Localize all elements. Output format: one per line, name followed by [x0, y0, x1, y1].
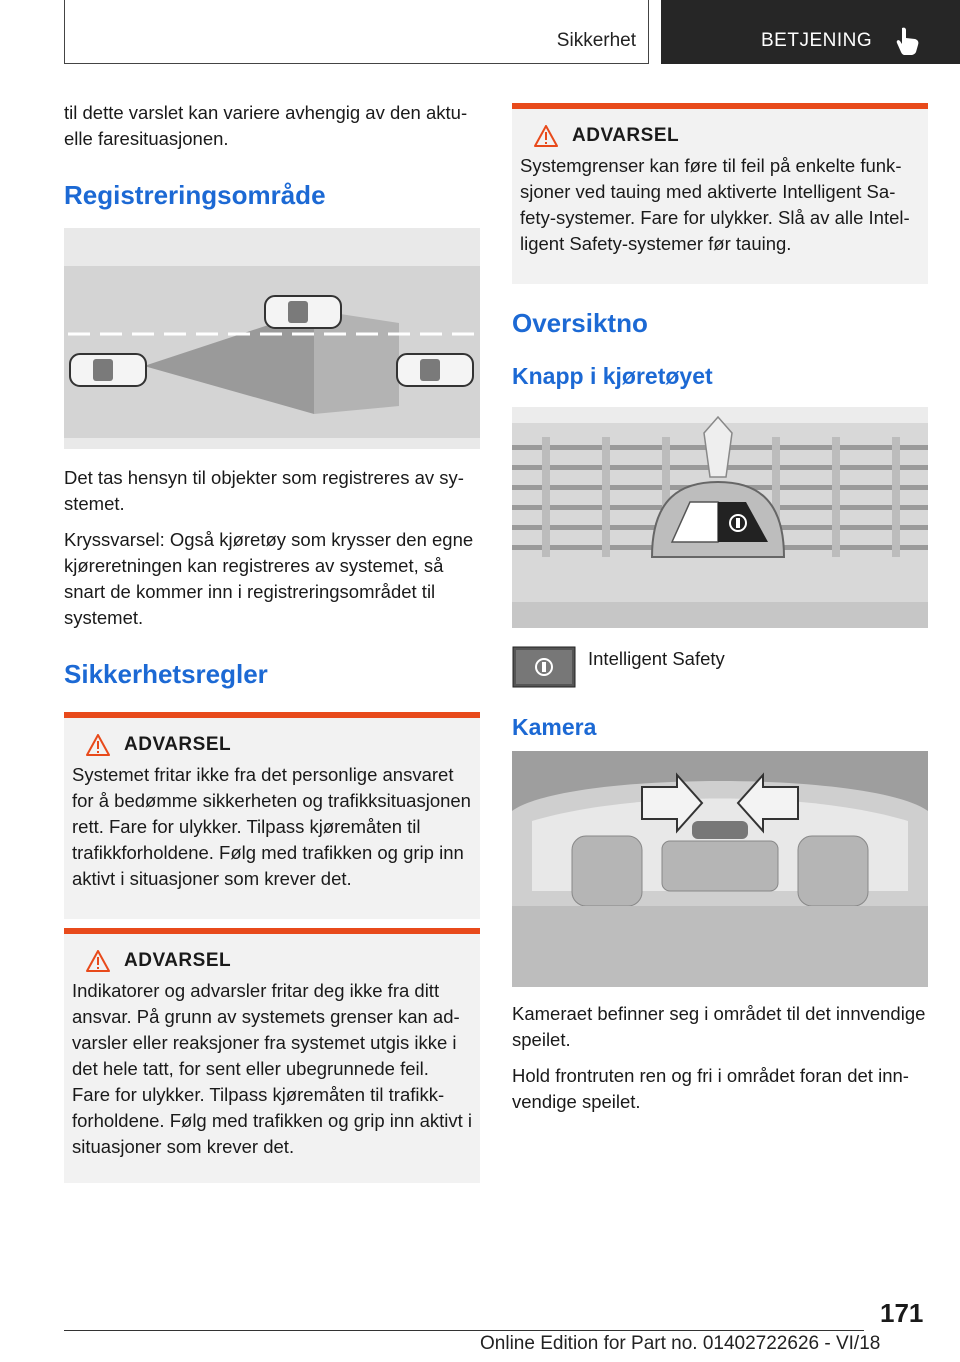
paragraph-camera-location: Kameraet befinner seg i området til det innvendige speilet. — [512, 1003, 926, 1050]
footer-divider — [64, 1330, 864, 1331]
paragraph-keep-windshield-clean: Hold frontruten ren og fri i området foran det innvendige speilet. — [512, 1065, 909, 1112]
warning-box-3 — [512, 103, 928, 284]
button-label: Intelligent Safety — [588, 648, 725, 669]
paragraph-objects-detected: Det tas hensyn til objekter som registreres av systemet. — [64, 467, 464, 514]
heading-sikkerhetsregler: Sikkerhetsregler — [64, 659, 268, 689]
heading-registreringsomrade: Registreringsområde — [64, 180, 326, 210]
pointing-hand-icon — [895, 26, 921, 56]
warning-title-2 — [72, 950, 472, 972]
intro-paragraph: til dette varslet kan variere avhengig av den aktuelle faresituasjonen. — [64, 102, 468, 149]
intelligent-safety-button-icon — [512, 646, 576, 688]
button-legend-row — [512, 646, 928, 714]
warning-triangle-icon — [86, 734, 110, 756]
warning-triangle-icon — [534, 125, 558, 147]
warning-text-3: Systemgrenser kan føre til feil på enkelte funksjoner ved tauing med aktiverte Intelligent Safety-systemer. Fare for ulykker. Slå av alle Intelligent Safety-systemer før tauing. — [520, 155, 910, 254]
page-number: 171 — [880, 1298, 924, 1328]
camera-location-illustration — [512, 751, 928, 987]
right-column — [512, 100, 928, 1125]
warning-text-1: Systemet fritar ikke fra det personlige ansvaret for å bedømme sikkerheten og trafikksituasjonen rett. Fare for ulykker. Tilpass kjøremåten til trafikkforholdene. Følg med trafikken og grip inn aktivt i situasjoner som krever det. — [72, 764, 471, 889]
heading-oversikt: Oversiktno — [512, 308, 648, 338]
header-section-title: Sikkerhet — [556, 30, 636, 51]
warning-box-1 — [64, 712, 480, 919]
warning-text-2: Indikatorer og advarsler fritar deg ikke fra ditt ansvar. På grunn av systemets grenser kan advarsler eller reaksjoner fra systemet utgis ikke i det hele tatt, for sent eller ubegrunnede feil. Fare for ulykker. Tilpass kjøremåten til trafikkforholdene. Følg med trafikken og grip inn aktivt i situasjoner som krever det. — [72, 980, 472, 1157]
warning-label-3: ADVARSEL — [572, 125, 680, 146]
header-chapter-box — [661, 0, 960, 64]
warning-title-1 — [72, 734, 472, 756]
left-column — [64, 100, 480, 1183]
header-chapter-title: BETJENING — [761, 30, 873, 51]
warning-label-1: ADVARSEL — [124, 734, 232, 755]
warning-triangle-icon — [86, 950, 110, 972]
footer-edition-text: Online Edition for Part no. 01402722626 - VI/18 — [480, 1333, 881, 1354]
detection-area-illustration — [64, 228, 480, 449]
warning-label-2: ADVARSEL — [124, 950, 232, 971]
heading-kamera: Kamera — [512, 714, 597, 740]
paragraph-cross-warning: Kryssvarsel: Også kjøretøy som krysser den egne kjøreretningen kan registreres av systemet, så snart de kommer inn i registreringsområdet til systemet. — [64, 529, 474, 628]
heading-knapp: Knapp i kjøretøyet — [512, 363, 713, 389]
warning-box-2 — [64, 928, 480, 1183]
warning-title-3 — [520, 125, 920, 147]
button-location-illustration — [512, 407, 928, 628]
header-section-box — [64, 0, 649, 64]
